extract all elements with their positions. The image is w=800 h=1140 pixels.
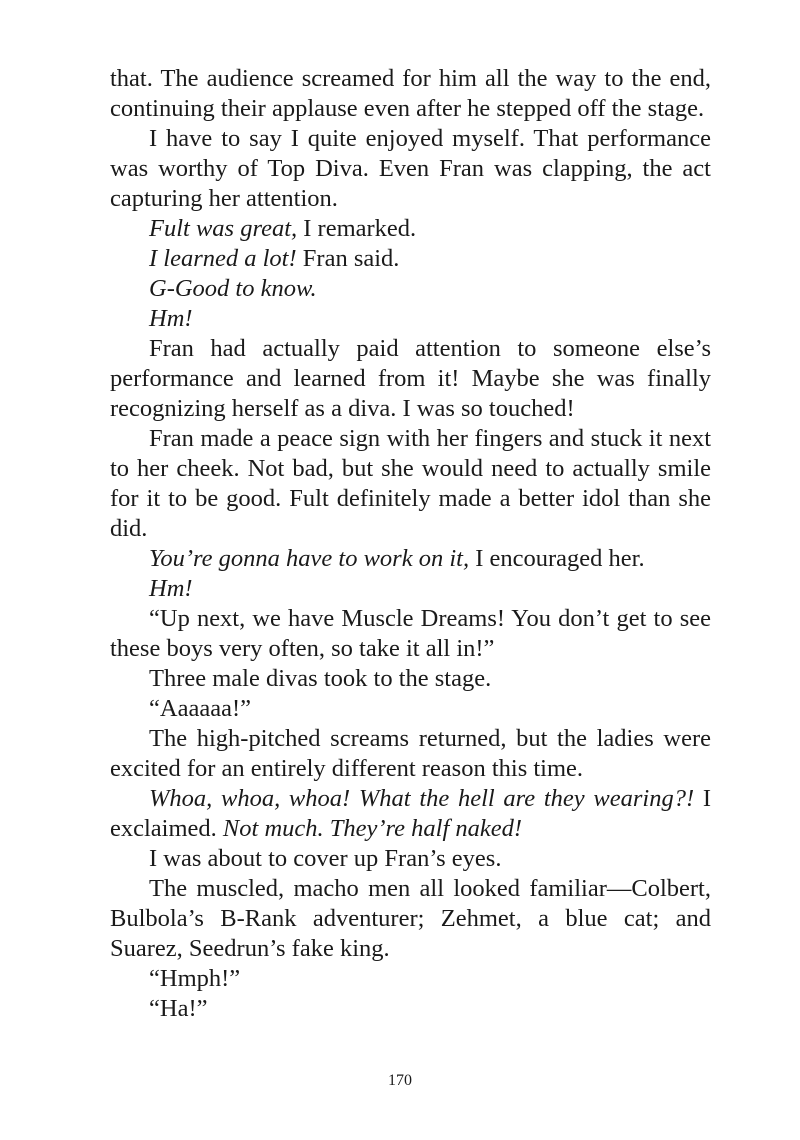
italic-text: Hm! [149,305,193,332]
paragraph [110,964,711,994]
paragraph [110,844,711,874]
text-run: “Aaaaaa!” [149,695,251,722]
paragraph [110,424,711,544]
text-run: I exclaimed. [110,785,711,842]
paragraph [110,334,711,424]
text-run: The muscled, macho men all looked familiar—Colbert, Bulbola’s B-Rank adventurer; Zehmet, a blue cat; and Suarez, Seedrun’s fake king. [110,875,711,962]
italic-text: I learned a lot! [149,245,297,272]
page-number: 170 [388,1072,412,1089]
paragraph [110,274,711,304]
text-run: Fran said. [296,245,400,272]
paragraph [110,244,711,274]
text-run: Three male divas took to the stage. [149,665,492,692]
text-run: I was about to cover up Fran’s eyes. [149,845,502,872]
book-page [110,64,711,1024]
italic-text: Hm! [149,575,193,602]
paragraph [110,664,711,694]
paragraph [110,574,711,604]
paragraph [110,874,711,964]
text-run: that. The audience screamed for him all the way to the end, continuing their applause even after he stepped off the stage. [110,65,711,122]
paragraph [110,214,711,244]
text-run: “Hmph!” [149,965,241,992]
paragraph [110,694,711,724]
paragraph [110,604,711,664]
paragraph [110,64,711,124]
paragraph [110,304,711,334]
text-run: I have to say I quite enjoyed myself. That performance was worthy of Top Diva. Even Fran was clapping, the act capturing her attention. [110,125,711,212]
italic-text: Fult was great, [149,215,298,242]
italic-text: Whoa, whoa, whoa! What the hell are they wearing?! [149,785,695,812]
paragraph [110,784,711,844]
text-run: “Ha!” [149,995,208,1022]
italic-text: Not much. They’re half naked! [222,815,523,842]
text-run: The high-pitched screams returned, but the ladies were excited for an entirely different reason this time. [110,725,711,782]
text-run: I remarked. [297,215,417,242]
italic-text: G-Good to know. [149,275,317,302]
text-run: Fran had actually paid attention to someone else’s performance and learned from it! Maybe she was finally recognizing herself as a diva. I was so touched! [110,335,711,422]
paragraph [110,544,711,574]
text-run: Fran made a peace sign with her fingers and stuck it next to her cheek. Not bad, but she would need to actually smile for it to be good. Fult definitely made a better idol than she did. [110,425,711,542]
paragraph [110,994,711,1024]
text-run: “Up next, we have Muscle Dreams! You don’t get to see these boys very often, so take it all in!” [110,605,711,662]
paragraph [110,724,711,784]
italic-text: You’re gonna have to work on it, [149,545,470,572]
text-run: I encouraged her. [469,545,645,572]
paragraph [110,124,711,214]
